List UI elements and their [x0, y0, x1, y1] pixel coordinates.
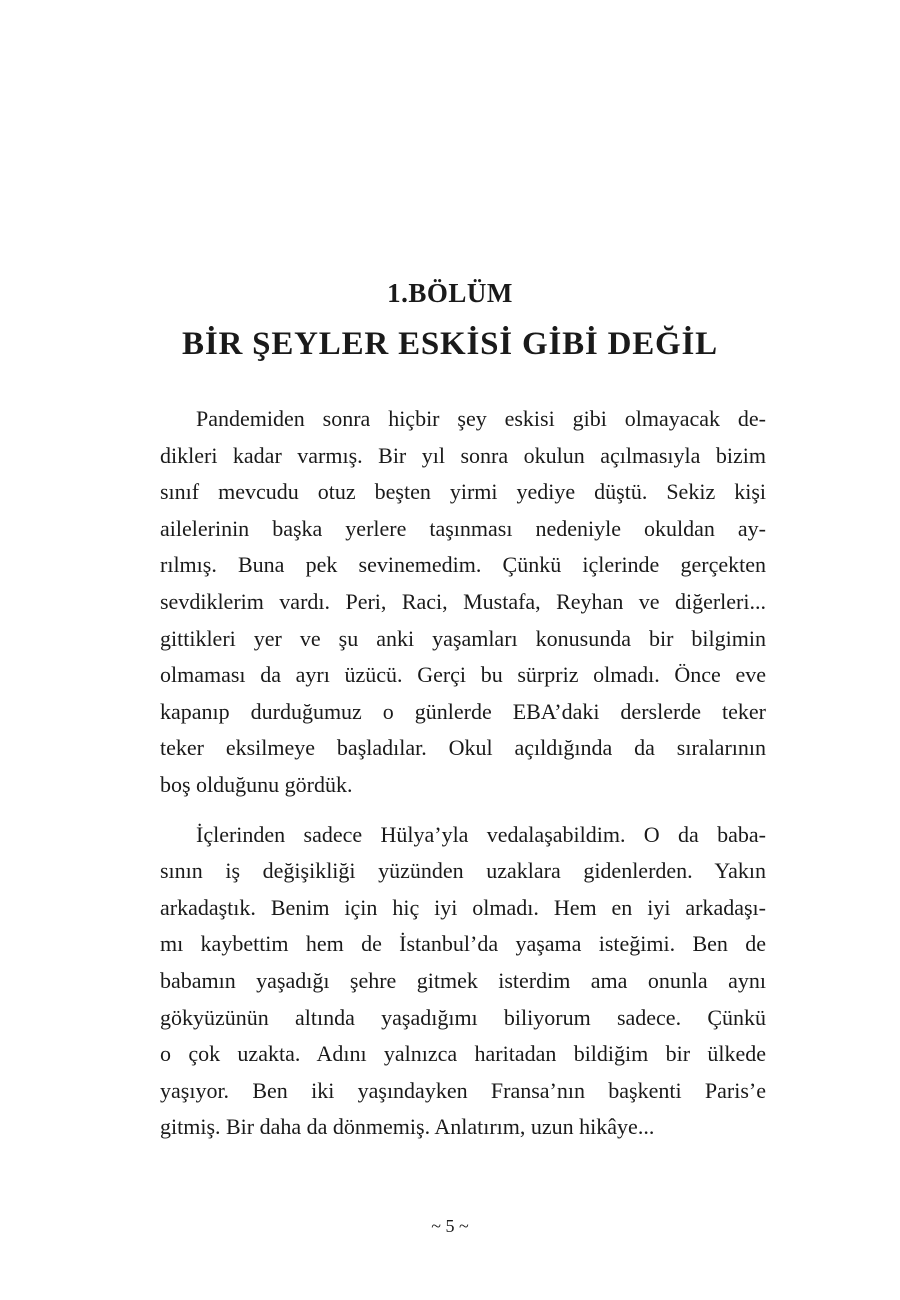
paragraph-1-line-2: dikleri kadar varmış. Bir yıl sonra okulun açılmasıyla bizim — [160, 442, 766, 468]
paragraph-1-line-4: ailelerinin başka yerlere taşınması nedeniyle okuldan ay- — [160, 515, 766, 541]
chapter-title: BİR ŞEYLER ESKİSİ GİBİ DEĞİL — [182, 326, 718, 362]
paragraph-1-line-11: boş olduğunu gördük. — [160, 771, 353, 797]
paragraph-1-line-7: gittikleri yer ve şu anki yaşamları konusunda bir bilgimin — [160, 625, 766, 651]
chapter-number: 1.BÖLÜM — [387, 278, 513, 308]
chapter-body — [160, 401, 766, 1146]
paragraph-1-line-9: kapanıp durduğumuz o günlerde EBA’daki derslerde teker — [160, 698, 766, 724]
paragraph-2-line-7: o çok uzakta. Adını yalnızca haritadan bildiğim bir ülkede — [160, 1041, 766, 1067]
paragraph-1-line-5: rılmış. Buna pek sevinemedim. Çünkü içlerinde gerçekten — [160, 552, 766, 578]
paragraph-1-line-10: teker eksilmeye başladılar. Okul açıldığında da sıralarının — [160, 735, 766, 761]
paragraph-2-line-9: gitmiş. Bir daha da dönmemiş. Anlatırım, uzun hikâye... — [160, 1114, 655, 1140]
paragraph-gap — [160, 804, 766, 817]
paragraph-2-line-8: yaşıyor. Ben iki yaşındayken Fransa’nın başkenti Paris’e — [160, 1077, 766, 1103]
paragraph-2-line-6: gökyüzünün altında yaşadığımı biliyorum sadece. Çünkü — [160, 1004, 766, 1030]
paragraph-2-line-2: sının iş değişikliği yüzünden uzaklara gidenlerden. Yakın — [160, 858, 766, 884]
paragraph-2-line-5: babamın yaşadığı şehre gitmek isterdim ama onunla aynı — [160, 967, 766, 993]
paragraph-1-line-1: Pandemiden sonra hiçbir şey eskisi gibi olmayacak de- — [196, 406, 766, 431]
page-number: ~ 5 ~ — [431, 1216, 469, 1236]
paragraph-1-line-6: sevdiklerim vardı. Peri, Raci, Mustafa, Reyhan ve diğerleri... — [160, 588, 766, 614]
paragraph-1-line-3: sınıf mevcudu otuz beşten yirmi yediye düştü. Sekiz kişi — [160, 479, 766, 505]
paragraph-2-line-3: arkadaştık. Benim için hiç iyi olmadı. Hem en iyi arkadaşı- — [160, 894, 766, 920]
paragraph-1-line-8: olmaması da ayrı üzücü. Gerçi bu sürpriz olmadı. Önce eve — [160, 662, 766, 688]
paragraph-2-line-4: mı kaybettim hem de İstanbul’da yaşama isteğimi. Ben de — [160, 931, 766, 957]
paragraph-2-line-1: İçlerinden sadece Hülya’yla vedalaşabildim. O da baba- — [196, 821, 766, 847]
